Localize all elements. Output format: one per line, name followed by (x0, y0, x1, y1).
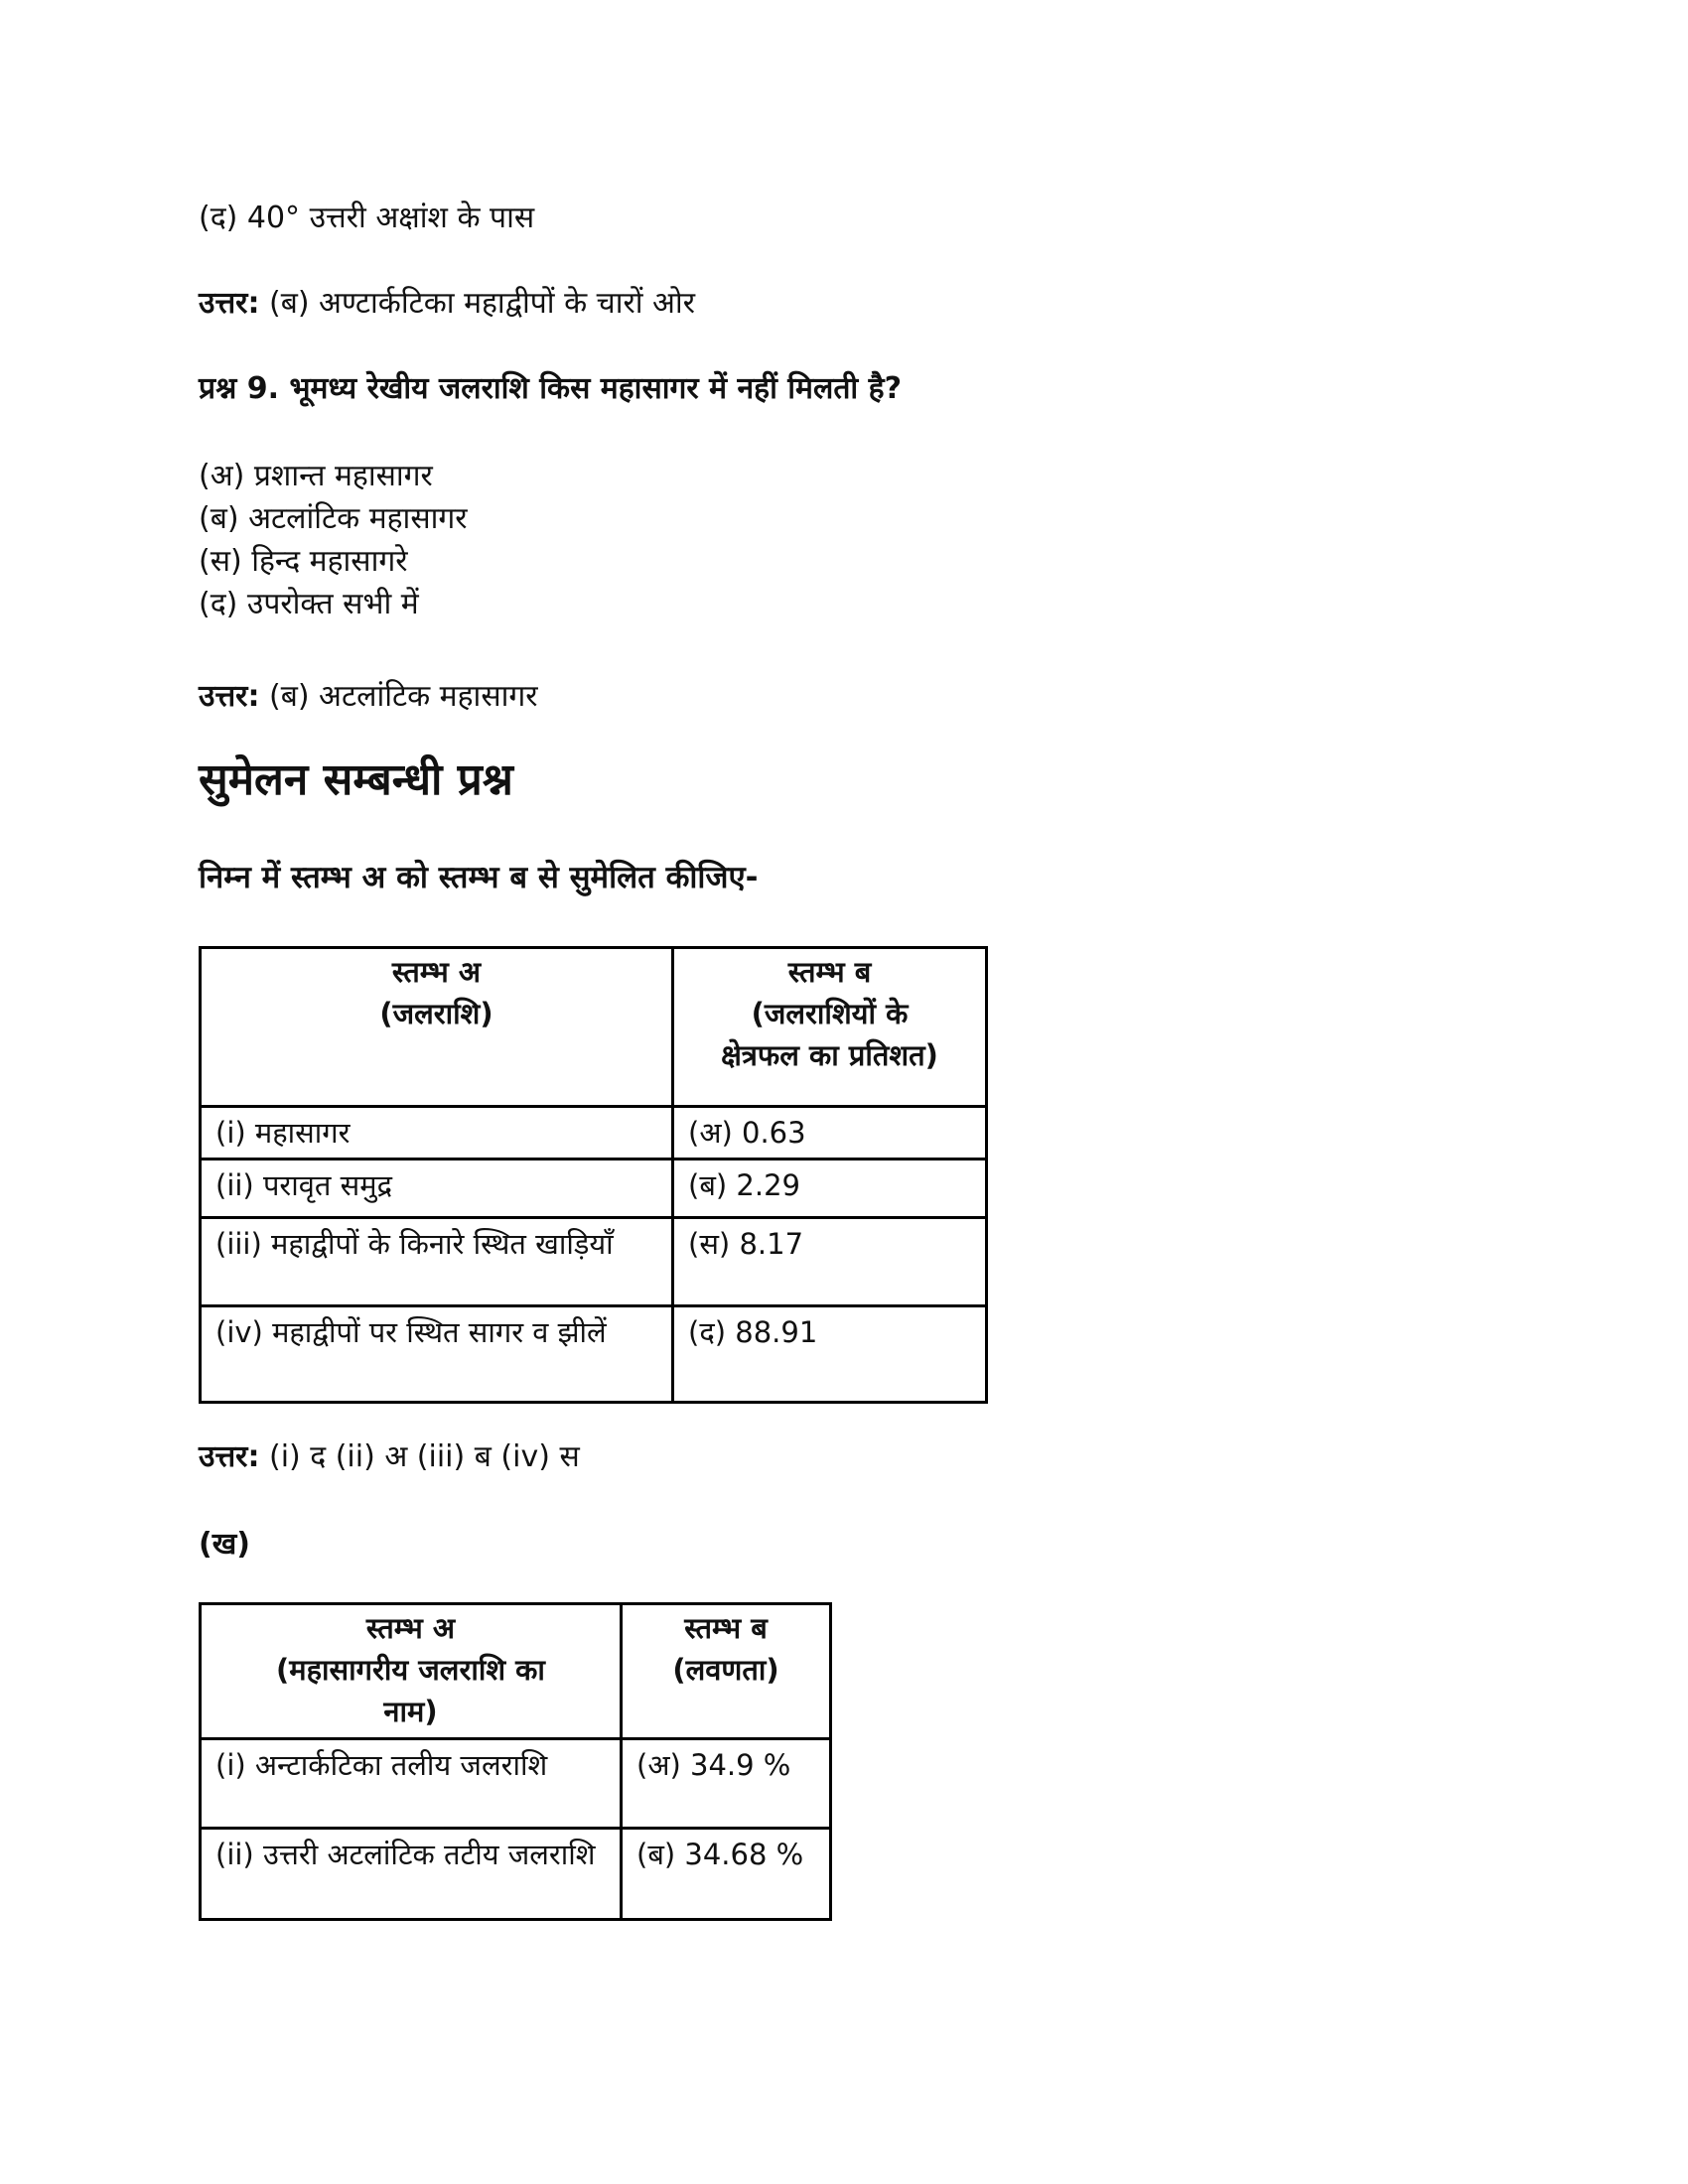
match-table-2 (199, 1602, 832, 1921)
match-table-1 (199, 946, 988, 1404)
table-row (201, 1107, 987, 1160)
table-header-row (201, 948, 987, 1107)
question-9: प्रश्न 9. भूमध्य रेखीय जलराशि किस महासागर में नहीं मिलती है? (199, 371, 902, 406)
column-a-header: स्तम्भ अ (महासागरीय जलराशि का नाम) (201, 1604, 622, 1739)
answer-prev (199, 284, 695, 324)
answer-label: उत्तर: (199, 679, 260, 714)
cell-a: (ii) उत्तरी अटलांटिक तटीय जलराशि (201, 1829, 622, 1920)
option-d: (द) उपरोक्त सभी में (199, 587, 419, 621)
option-b: (ब) अटलांटिक महासागर (199, 501, 468, 536)
table-row (201, 1306, 987, 1403)
cell-b: (ब) 34.68 % (622, 1829, 831, 1920)
answer-text: (ब) अटलांटिक महासागर (268, 679, 538, 714)
cell-b: (स) 8.17 (673, 1218, 987, 1306)
option-a: (अ) प्रशान्त महासागर (199, 459, 433, 493)
column-b-header: स्तम्भ ब (जलराशियों के क्षेत्रफल का प्रतिशत) (673, 948, 987, 1107)
cell-b: (द) 88.91 (673, 1306, 987, 1403)
section-instruction: निम्न में स्तम्भ अ को स्तम्भ ब से सुमेलित कीजिए- (199, 860, 759, 895)
table-row (201, 1218, 987, 1306)
question-9-options (199, 457, 468, 624)
part-b-label: (ख) (199, 1527, 250, 1562)
answer-label: उत्तर: (199, 1439, 260, 1474)
cell-b: (ब) 2.29 (673, 1160, 987, 1218)
cell-b: (अ) 34.9 % (622, 1739, 831, 1829)
column-b-header: स्तम्भ ब (लवणता) (622, 1604, 831, 1739)
answer-table-1 (199, 1437, 580, 1477)
option-d-prev: (द) 40° उत्तरी अक्षांश के पास (199, 201, 535, 235)
table-row (201, 1829, 831, 1920)
column-a-header: स्तम्भ अ (जलराशि) (201, 948, 673, 1107)
section-heading: सुमेलन सम्बन्धी प्रश्न (199, 754, 513, 805)
option-c: (स) हिन्द महासागरे (199, 544, 408, 579)
answer-label: उत्तर: (199, 286, 260, 321)
answer-q9 (199, 677, 538, 717)
cell-a: (ii) परावृत समुद्र (201, 1160, 673, 1218)
cell-a: (i) अन्टार्कटिका तलीय जलराशि (201, 1739, 622, 1829)
table-row (201, 1160, 987, 1218)
cell-a: (i) महासागर (201, 1107, 673, 1160)
cell-b: (अ) 0.63 (673, 1107, 987, 1160)
answer-text: (i) द (ii) अ (iii) ब (iv) स (268, 1439, 580, 1474)
cell-a: (iv) महाद्वीपों पर स्थित सागर व झीलें (201, 1306, 673, 1403)
table-header-row (201, 1604, 831, 1739)
table-row (201, 1739, 831, 1829)
cell-a: (iii) महाद्वीपों के किनारे स्थित खाड़ियाँ (201, 1218, 673, 1306)
answer-text: (ब) अण्टार्कटिका महाद्वीपों के चारों ओर (268, 286, 696, 321)
